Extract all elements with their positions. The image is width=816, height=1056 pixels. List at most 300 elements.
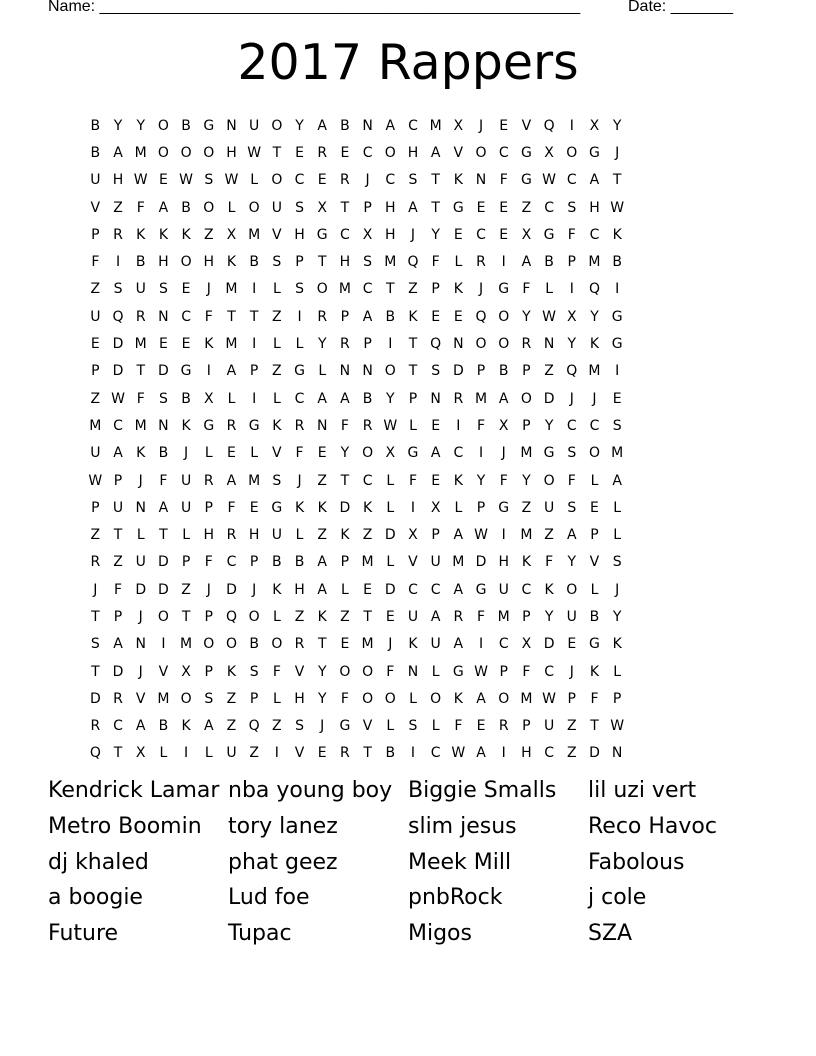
grid-letter: I (274, 745, 279, 762)
grid-letter: O (362, 690, 374, 707)
grid-letter: H (294, 581, 305, 598)
grid-letter: T (386, 281, 395, 298)
grid-letter: E (431, 472, 441, 489)
grid-letter: T (612, 172, 622, 189)
grid-letter: E (340, 144, 350, 161)
grid-letter: A (135, 718, 146, 735)
grid-letter: K (136, 226, 146, 243)
grid-letter: L (272, 608, 281, 625)
grid-letter: G (452, 199, 464, 216)
grid-letter: B (181, 199, 191, 216)
grid-letter: H (339, 254, 351, 271)
grid-letter: S (612, 554, 622, 571)
grid-letter: F (408, 472, 417, 489)
grid-letter: L (590, 581, 599, 598)
grid-letter: D (158, 581, 169, 598)
grid-letter: Z (90, 390, 101, 407)
grid-letter: A (113, 144, 123, 161)
grid-letter: K (272, 581, 282, 598)
grid-letter: I (615, 363, 620, 380)
header-row (48, 0, 748, 20)
grid-letter: M (180, 636, 193, 653)
grid-letter: H (248, 527, 260, 544)
grid-letter: I (297, 308, 302, 325)
grid-letter: H (498, 554, 509, 571)
grid-letter: K (363, 499, 373, 516)
word-bank-item: Lud foe (228, 885, 310, 911)
grid-letter: A (408, 199, 418, 216)
grid-letter: V (521, 117, 532, 134)
grid-letter: Z (272, 308, 282, 325)
grid-letter: M (225, 281, 238, 298)
grid-letter: A (226, 363, 237, 380)
grid-letter: I (184, 745, 189, 762)
grid-letter: O (475, 144, 487, 161)
word-bank (48, 778, 768, 957)
grid-letter: X (589, 117, 600, 134)
grid-letter: W (610, 199, 625, 216)
grid-letter: F (340, 417, 349, 434)
grid-letter: J (365, 172, 370, 189)
grid-letter: D (384, 527, 396, 544)
grid-letter: L (409, 417, 417, 434)
grid-letter: M (474, 390, 488, 407)
grid-letter: M (248, 472, 261, 489)
grid-letter: F (227, 499, 236, 516)
grid-letter: X (203, 390, 214, 407)
grid-letter: R (453, 390, 464, 407)
grid-letter: E (158, 172, 168, 189)
grid-letter: K (408, 636, 418, 653)
grid-letter: O (316, 281, 328, 298)
grid-row (84, 576, 629, 603)
grid-letter: E (567, 636, 577, 653)
grid-letter: M (520, 445, 533, 462)
grid-letter: G (316, 226, 328, 243)
grid-letter: K (612, 226, 622, 243)
grid-letter: L (136, 527, 145, 544)
grid-letter: E (453, 226, 463, 243)
grid-letter: J (297, 472, 302, 489)
grid-letter: P (408, 390, 418, 407)
grid-letter: T (317, 254, 327, 271)
grid-letter: K (181, 226, 191, 243)
grid-letter: P (499, 663, 508, 680)
grid-letter: Y (522, 308, 531, 325)
grid-letter: T (136, 363, 145, 380)
grid-letter: I (456, 417, 461, 434)
grid-letter: H (226, 144, 237, 161)
grid-letter: L (409, 690, 417, 707)
grid-letter: A (317, 581, 327, 598)
grid-letter: Y (612, 608, 622, 625)
grid-letter: F (340, 690, 349, 707)
grid-letter: C (521, 581, 532, 598)
grid-letter: F (136, 390, 145, 407)
grid-letter: O (588, 445, 600, 462)
grid-letter: L (386, 472, 395, 489)
grid-letter: D (112, 336, 124, 353)
grid-letter: U (180, 472, 192, 489)
grid-letter: Q (543, 117, 555, 134)
grid-letter: H (385, 226, 396, 243)
grid-letter: K (317, 499, 327, 516)
grid-letter: C (544, 199, 554, 216)
grid-letter: I (388, 336, 393, 353)
grid-letter: G (543, 226, 555, 243)
grid-letter: C (566, 172, 577, 189)
grid-letter: C (476, 226, 486, 243)
grid-letter: G (611, 336, 623, 353)
grid-letter: T (363, 608, 372, 625)
grid-letter: N (135, 499, 146, 516)
grid-letter: G (543, 445, 555, 462)
grid-letter: C (544, 663, 554, 680)
grid-row (84, 412, 629, 439)
grid-letter: O (430, 690, 442, 707)
grid-letter: A (612, 472, 622, 489)
grid-letter: T (159, 527, 168, 544)
grid-letter: B (249, 636, 259, 653)
grid-letter: P (91, 363, 100, 380)
grid-letter: O (157, 144, 169, 161)
grid-letter: N (316, 417, 328, 434)
grid-letter: M (134, 144, 147, 161)
grid-letter: A (453, 527, 464, 544)
grid-letter: P (431, 527, 440, 544)
grid-letter: A (113, 636, 123, 653)
grid-letter: P (612, 690, 622, 707)
grid-letter: V (90, 199, 101, 216)
grid-letter: S (363, 254, 373, 271)
grid-letter: B (90, 144, 101, 161)
grid-letter: T (317, 636, 327, 653)
grid-letter: Y (317, 336, 327, 353)
grid-letter: L (295, 527, 304, 544)
word-bank-item: slim jesus (408, 813, 517, 839)
grid-letter: N (543, 336, 555, 353)
grid-letter: A (476, 690, 486, 707)
grid-letter: P (91, 226, 100, 243)
grid-letter: C (430, 581, 441, 598)
grid-letter: E (317, 745, 327, 762)
word-bank-item: Kendrick Lamar (48, 778, 220, 803)
grid-letter: E (317, 445, 327, 462)
grid-letter: A (453, 636, 464, 653)
grid-letter: X (362, 226, 373, 243)
grid-letter: K (453, 172, 463, 189)
grid-letter: Y (295, 117, 304, 134)
grid-letter: V (272, 445, 282, 462)
grid-letter: K (204, 336, 214, 353)
grid-row (84, 549, 629, 576)
grid-letter: I (569, 117, 574, 134)
grid-letter: H (158, 254, 169, 271)
grid-letter: L (272, 336, 281, 353)
grid-letter: Z (521, 199, 532, 216)
grid-letter: S (158, 281, 168, 298)
grid-letter: E (612, 390, 622, 407)
grid-letter: W (111, 390, 125, 407)
grid-letter: N (611, 745, 623, 762)
grid-letter: O (498, 336, 510, 353)
word-bank-item: Fabolous (588, 849, 685, 875)
grid-letter: M (338, 281, 351, 298)
grid-letter: Y (522, 472, 531, 489)
grid-letter: Z (272, 363, 282, 380)
grid-letter: Q (112, 308, 124, 325)
word-bank-item: nba young boy (228, 778, 393, 803)
grid-letter: J (615, 144, 620, 161)
grid-letter: R (340, 336, 350, 353)
grid-letter: R (113, 226, 123, 243)
grid-letter: Q (566, 363, 578, 380)
grid-letter: C (113, 417, 123, 434)
grid-letter: A (385, 117, 396, 134)
grid-letter: T (227, 308, 236, 325)
grid-letter: T (363, 745, 372, 762)
grid-letter: O (498, 308, 510, 325)
grid-row (84, 139, 629, 166)
grid-letter: J (138, 663, 143, 680)
grid-letter: G (248, 417, 260, 434)
grid-letter: C (362, 144, 373, 161)
grid-letter: Z (90, 281, 101, 298)
grid-letter: Q (588, 281, 600, 298)
grid-letter: M (520, 690, 533, 707)
grid-letter: A (498, 390, 509, 407)
grid-letter: L (341, 581, 349, 598)
grid-letter: W (542, 690, 557, 707)
grid-letter: Y (340, 445, 350, 462)
grid-letter: A (158, 199, 169, 216)
grid-letter: U (566, 608, 577, 625)
grid-letter: T (408, 336, 418, 353)
grid-letter: G (520, 172, 532, 189)
grid-row (84, 521, 629, 548)
grid-letter: O (566, 144, 578, 161)
grid-letter: J (184, 445, 189, 462)
grid-letter: Z (226, 690, 237, 707)
grid-letter: R (340, 172, 350, 189)
grid-letter: S (431, 363, 441, 380)
grid-letter: Q (225, 608, 237, 625)
grid-letter: H (294, 690, 305, 707)
grid-letter: U (271, 527, 282, 544)
grid-letter: U (430, 636, 441, 653)
grid-letter: Y (567, 336, 577, 353)
grid-letter: C (589, 226, 600, 243)
grid-letter: C (362, 472, 373, 489)
grid-letter: Z (521, 499, 532, 516)
grid-letter: K (521, 554, 531, 571)
grid-letter: U (271, 199, 282, 216)
grid-letter: C (566, 417, 577, 434)
grid-letter: K (612, 636, 622, 653)
grid-letter: U (226, 745, 237, 762)
grid-letter: R (90, 718, 101, 735)
grid-letter: D (158, 363, 169, 380)
grid-letter: Y (317, 663, 327, 680)
grid-letter: Y (590, 308, 599, 325)
grid-letter: P (431, 281, 440, 298)
grid-letter: C (408, 581, 418, 598)
grid-letter: I (569, 281, 574, 298)
grid-letter: O (362, 445, 374, 462)
grid-letter: S (272, 254, 282, 271)
grid-letter: F (522, 663, 531, 680)
grid-letter: J (501, 445, 506, 462)
grid-letter: O (203, 636, 215, 653)
grid-letter: B (249, 254, 259, 271)
grid-letter: W (542, 308, 557, 325)
grid-letter: H (203, 254, 215, 271)
word-bank-item: Migos (408, 921, 472, 947)
grid-letter: M (497, 608, 510, 625)
grid-letter: E (181, 336, 191, 353)
grid-letter: L (590, 472, 599, 489)
grid-letter: A (521, 254, 532, 271)
grid-letter: J (478, 117, 484, 134)
grid-letter: G (180, 363, 192, 380)
grid-letter: L (454, 254, 463, 271)
grid-letter: A (340, 390, 350, 407)
grid-letter: Y (567, 554, 577, 571)
grid-letter: W (247, 144, 262, 161)
grid-letter: G (589, 144, 600, 161)
grid-letter: K (589, 336, 600, 353)
grid-letter: G (475, 581, 487, 598)
grid-letter: T (590, 718, 599, 735)
grid-letter: A (430, 445, 441, 462)
grid-letter: E (295, 144, 304, 161)
grid-letter: D (158, 554, 169, 571)
grid-letter: J (93, 581, 98, 598)
grid-row (84, 658, 629, 685)
grid-letter: P (204, 663, 213, 680)
grid-letter: F (272, 663, 281, 680)
grid-letter: X (317, 199, 328, 216)
grid-letter: D (339, 499, 351, 516)
grid-letter: D (475, 554, 487, 571)
word-bank-item: a boogie (48, 885, 143, 911)
grid-letter: I (161, 636, 166, 653)
grid-letter: F (295, 445, 304, 462)
grid-letter: L (318, 363, 327, 380)
grid-letter: F (114, 581, 123, 598)
grid-letter: S (567, 445, 577, 462)
grid-letter: B (385, 308, 396, 325)
grid-letter: G (203, 117, 215, 134)
grid-letter: C (498, 144, 509, 161)
grid-letter: R (317, 144, 328, 161)
grid-letter: L (204, 445, 213, 462)
grid-letter: A (362, 308, 373, 325)
grid-letter: E (317, 172, 327, 189)
grid-letter: T (431, 172, 440, 189)
grid-letter: O (362, 663, 374, 680)
name-field[interactable]: Name: ______________________________________________________ (48, 0, 581, 15)
grid-letter: N (407, 663, 419, 680)
grid-letter: Z (294, 608, 305, 625)
grid-letter: X (453, 117, 464, 134)
grid-letter: L (431, 718, 440, 735)
grid-letter: Q (248, 718, 260, 735)
letter-grid (84, 112, 629, 767)
grid-letter: R (113, 690, 123, 707)
grid-row (84, 467, 629, 494)
grid-letter: K (136, 445, 146, 462)
grid-letter: G (203, 417, 215, 434)
grid-letter: B (544, 254, 554, 271)
grid-letter: C (362, 281, 373, 298)
grid-letter: M (361, 636, 374, 653)
grid-row (84, 303, 629, 330)
grid-letter: F (499, 172, 508, 189)
grid-letter: E (90, 336, 100, 353)
grid-letter: P (249, 690, 259, 707)
grid-letter: N (430, 390, 441, 407)
grid-letter: S (408, 172, 418, 189)
grid-letter: N (453, 336, 464, 353)
grid-letter: R (203, 472, 214, 489)
grid-letter: F (590, 690, 599, 707)
grid-letter: G (520, 144, 532, 161)
grid-letter: M (134, 417, 147, 434)
grid-letter: C (226, 554, 237, 571)
date-field[interactable]: Date: _______ (628, 0, 733, 15)
grid-letter: G (294, 363, 305, 380)
grid-letter: U (135, 281, 146, 298)
grid-letter: P (567, 254, 576, 271)
grid-letter: S (249, 663, 259, 680)
grid-row (84, 385, 629, 412)
grid-letter: L (227, 199, 236, 216)
grid-letter: B (181, 117, 191, 134)
grid-letter: Z (340, 608, 350, 625)
grid-letter: O (203, 199, 215, 216)
grid-letter: B (294, 554, 305, 571)
grid-letter: B (158, 718, 169, 735)
grid-letter: E (249, 499, 259, 516)
grid-letter: F (522, 281, 531, 298)
grid-letter: U (430, 554, 441, 571)
grid-letter: D (384, 581, 396, 598)
grid-letter: J (592, 390, 597, 407)
grid-letter: O (475, 336, 487, 353)
word-bank-item: lil uzi vert (588, 778, 697, 803)
grid-row (84, 221, 629, 248)
grid-letter: H (589, 199, 600, 216)
grid-letter: N (362, 117, 373, 134)
grid-letter: A (158, 499, 169, 516)
grid-letter: U (543, 499, 555, 516)
grid-letter: X (226, 226, 237, 243)
grid-letter: K (453, 472, 463, 489)
grid-letter: P (204, 499, 213, 516)
grid-letter: L (613, 527, 622, 544)
grid-letter: I (478, 636, 484, 653)
grid-letter: Z (203, 226, 214, 243)
grid-letter: C (498, 636, 509, 653)
grid-letter: V (294, 663, 305, 680)
grid-letter: A (317, 117, 327, 134)
grid-letter: W (179, 172, 194, 189)
grid-letter: J (252, 581, 257, 598)
grid-letter: D (543, 390, 555, 407)
grid-letter: L (204, 745, 213, 762)
grid-letter: E (227, 445, 236, 462)
